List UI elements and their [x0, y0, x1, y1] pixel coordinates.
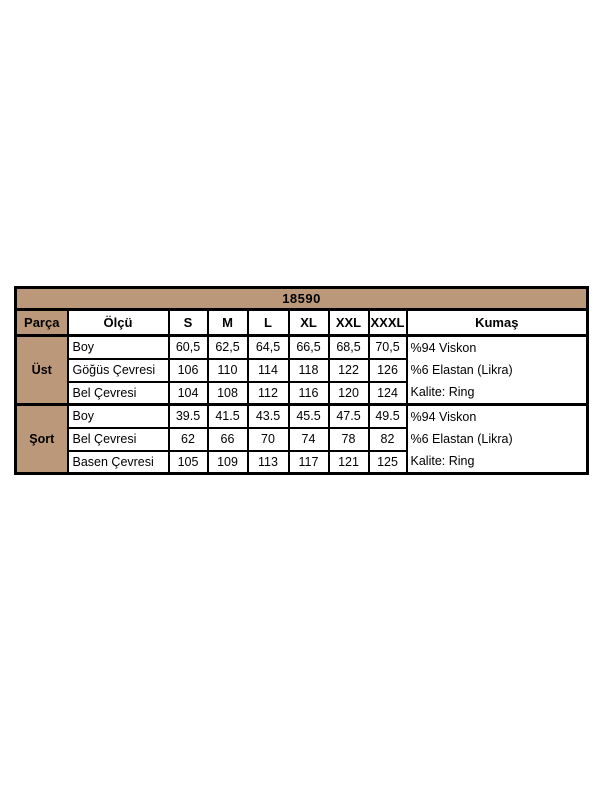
measurement-value: 70 — [248, 428, 289, 451]
measurement-value: 124 — [369, 382, 407, 405]
measurement-value: 78 — [329, 428, 369, 451]
table-row — [16, 451, 588, 474]
measurement-value: 66 — [208, 428, 248, 451]
size-chart-table — [14, 286, 589, 475]
measurement-value: 74 — [289, 428, 329, 451]
fabric-line: %6 Elastan (Likra) — [407, 428, 588, 451]
measurement-value: 62 — [169, 428, 208, 451]
measurement-value: 43.5 — [248, 405, 289, 428]
fabric-line: %94 Viskon — [407, 405, 588, 428]
measurement-value: 125 — [369, 451, 407, 474]
measurement-value: 62,5 — [208, 336, 248, 359]
measurement-label: Bel Çevresi — [68, 382, 169, 405]
measurement-label: Göğüs Çevresi — [68, 359, 169, 382]
measurement-value: 82 — [369, 428, 407, 451]
col-header-size-l: L — [248, 310, 289, 336]
measurement-value: 126 — [369, 359, 407, 382]
measurement-value: 70,5 — [369, 336, 407, 359]
measurement-value: 116 — [289, 382, 329, 405]
measurement-value: 45.5 — [289, 405, 329, 428]
product-code-row — [16, 288, 588, 310]
col-header-kumas: Kumaş — [407, 310, 588, 336]
col-header-size-xxxl: XXXL — [369, 310, 407, 336]
fabric-line: Kalite: Ring — [407, 382, 588, 405]
measurement-value: 106 — [169, 359, 208, 382]
column-header-row — [16, 310, 588, 336]
measurement-value: 64,5 — [248, 336, 289, 359]
measurement-value: 108 — [208, 382, 248, 405]
measurement-value: 121 — [329, 451, 369, 474]
table-row — [16, 428, 588, 451]
fabric-line: %6 Elastan (Likra) — [407, 359, 588, 382]
measurement-label: Boy — [68, 336, 169, 359]
measurement-value: 68,5 — [329, 336, 369, 359]
table-row — [16, 359, 588, 382]
measurement-value: 117 — [289, 451, 329, 474]
measurement-value: 118 — [289, 359, 329, 382]
col-header-parca: Parça — [16, 310, 68, 336]
table-row — [16, 405, 588, 428]
measurement-value: 104 — [169, 382, 208, 405]
measurement-value: 113 — [248, 451, 289, 474]
measurement-value: 120 — [329, 382, 369, 405]
measurement-label: Bel Çevresi — [68, 428, 169, 451]
section-label-ust: Üst — [16, 336, 68, 405]
measurement-value: 112 — [248, 382, 289, 405]
measurement-value: 105 — [169, 451, 208, 474]
measurement-value: 39.5 — [169, 405, 208, 428]
measurement-value: 60,5 — [169, 336, 208, 359]
fabric-line: Kalite: Ring — [407, 451, 588, 474]
measurement-value: 66,5 — [289, 336, 329, 359]
measurement-label: Boy — [68, 405, 169, 428]
measurement-value: 49.5 — [369, 405, 407, 428]
col-header-size-xl: XL — [289, 310, 329, 336]
table-row — [16, 336, 588, 359]
fabric-line: %94 Viskon — [407, 336, 588, 359]
product-code-cell: 18590 — [16, 288, 588, 310]
measurement-value: 47.5 — [329, 405, 369, 428]
col-header-size-s: S — [169, 310, 208, 336]
measurement-value: 114 — [248, 359, 289, 382]
section-label-sort: Şort — [16, 405, 68, 474]
col-header-size-xxl: XXL — [329, 310, 369, 336]
table-row — [16, 382, 588, 405]
col-header-size-m: M — [208, 310, 248, 336]
measurement-label: Basen Çevresi — [68, 451, 169, 474]
measurement-value: 110 — [208, 359, 248, 382]
measurement-value: 109 — [208, 451, 248, 474]
measurement-value: 122 — [329, 359, 369, 382]
col-header-olcu: Ölçü — [68, 310, 169, 336]
measurement-value: 41.5 — [208, 405, 248, 428]
